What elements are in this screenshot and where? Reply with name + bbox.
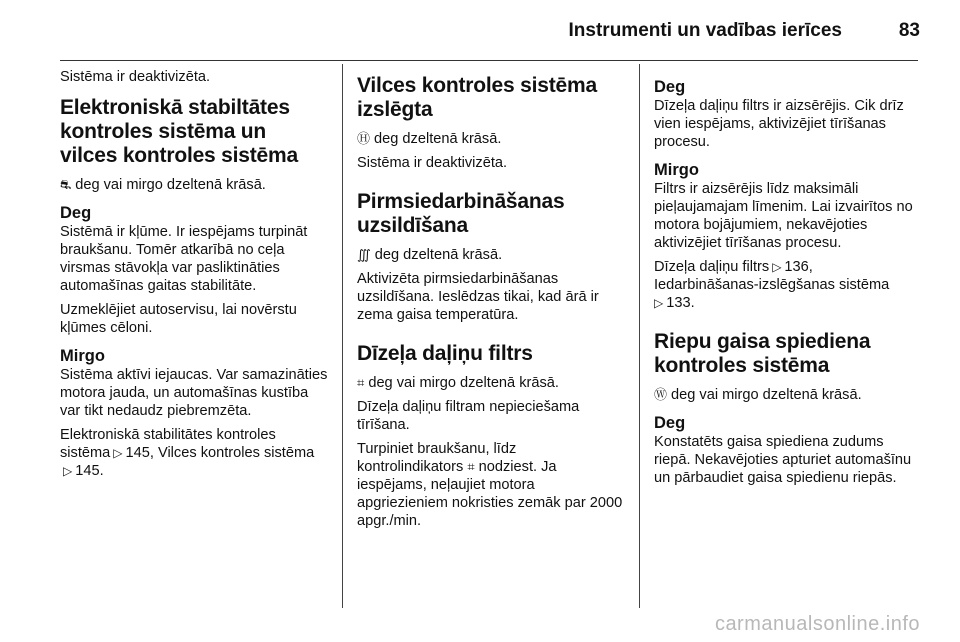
- column-divider: [639, 64, 640, 608]
- glow-indicator-line: ∭ deg dzeltenā krāsā.: [357, 247, 503, 263]
- page-ref-icon: ▷: [772, 260, 782, 274]
- page-ref-icon: ▷: [654, 296, 664, 310]
- esc-skid-icon: ⛐: [60, 177, 72, 192]
- dpf-need-text: Dīzeļa daļiņu filtram nepieciešama tīrīšana.: [357, 399, 580, 433]
- page-ref-icon: ▷: [113, 446, 123, 460]
- column-3: [654, 68, 924, 493]
- tc-off-icon: Ⓗ: [357, 131, 371, 146]
- section-heading-dpf: Dīzeļa daļiņu filtrs: [357, 342, 533, 365]
- mirgo-text: Sistēma aktīvi iejaucas. Var samazināties motora jauda, un automašīnas kustība var tikt nedaudz piebremzēta.: [60, 367, 328, 419]
- subheading-mirgo: Mirgo: [654, 161, 699, 179]
- mirgo-text: Filtrs ir aizsērējis līdz maksimāli pieļaujamajam līmenim. Lai izvairītos no motora bojājumiem, nekavējoties aktivizējiet tīrīšanas procesu.: [654, 181, 913, 251]
- tc-off-text: Sistēma ir deaktivizēta.: [357, 155, 508, 171]
- deg-text: Sistēmā ir kļūme. Ir iespējams turpināt braukšanu. Tomēr atkarībā no ceļa virsmas stāvokļa var pasliktināties automašīnas gaitas stabilitāte.: [60, 224, 308, 294]
- status-text: Sistēma ir deaktivizēta.: [60, 69, 211, 85]
- glow-text: Aktivizēta pirmsiedarbināšanas uzsildīšana. Ieslēdzas tikai, kad ārā ir zema gaisa temperatūra.: [357, 271, 599, 323]
- page-number: 83: [898, 20, 920, 41]
- column-divider: [342, 64, 343, 608]
- section-heading-esc: Elektroniskā stabiltātes kontroles sistēma un vilces kontroles sistēma: [60, 96, 298, 167]
- section-heading-tc: Vilces kontroles sistēma izslēgta: [357, 74, 597, 121]
- header-rule: [60, 60, 918, 61]
- tpms-deg-text: Konstatēts gaisa spiediena zudums riepā. Nekavējoties apturiet automašīnu un pārbaudiet gaisa spiedienu riepās.: [654, 434, 912, 486]
- tc-indicator-line: Ⓗ deg dzeltenā krāsā.: [357, 131, 502, 147]
- service-text: Uzmeklējiet autoservisu, lai novērstu kļūmes cēloni.: [60, 302, 297, 336]
- deg-text: Dīzeļa daļiņu filtrs ir aizsērējis. Cik drīz vien iespējams, aktivizējiet tīrīšanas procesu.: [654, 98, 904, 150]
- watermark: carmanualsonline.info: [714, 613, 920, 635]
- section-heading-tpms: Riepu gaisa spiediena kontroles sistēma: [654, 330, 871, 377]
- cross-reference: Elektroniskā stabilitātes kontroles sistēma ▷ 145, Vilces kontroles sistēma▷ 145.: [60, 427, 315, 479]
- subheading-deg: Deg: [654, 414, 686, 432]
- page-ref-icon: ▷: [63, 464, 73, 478]
- tpms-icon: Ⓦ: [654, 387, 668, 402]
- glow-plug-icon: ∭: [357, 247, 371, 262]
- esc-indicator-line: ⛐ deg vai mirgo dzeltenā krāsā.: [60, 177, 266, 193]
- cross-reference: Dīzeļa daļiņu filtrs ▷ 136, Iedarbināšanas-izslēgšanas sistēma ▷ 133.: [654, 259, 890, 311]
- header-title: Instrumenti un vadības ierīces: [568, 20, 842, 41]
- subheading-deg: Deg: [654, 78, 686, 96]
- dpf-icon: ⌗: [467, 459, 475, 474]
- column-1: [60, 68, 328, 486]
- dpf-indicator-line: ⌗ deg vai mirgo dzeltenā krāsā.: [357, 375, 559, 391]
- section-heading-glow: Pirmsiedarbināšanas uzsildīšana: [357, 190, 565, 237]
- page-header: [0, 0, 960, 62]
- tpms-indicator-line: Ⓦ deg vai mirgo dzeltenā krāsā.: [654, 387, 862, 403]
- column-2: [357, 68, 625, 536]
- dpf-icon: ⌗: [357, 375, 365, 390]
- subheading-mirgo: Mirgo: [60, 347, 105, 365]
- subheading-deg: Deg: [60, 204, 92, 222]
- dpf-continue-text: Turpiniet braukšanu, līdz kontrolindikators ⌗ nodziest. Ja iespējams, neļaujiet motora apgriezieniem nokristies zemāk par 2000 apgr./min.: [357, 441, 623, 529]
